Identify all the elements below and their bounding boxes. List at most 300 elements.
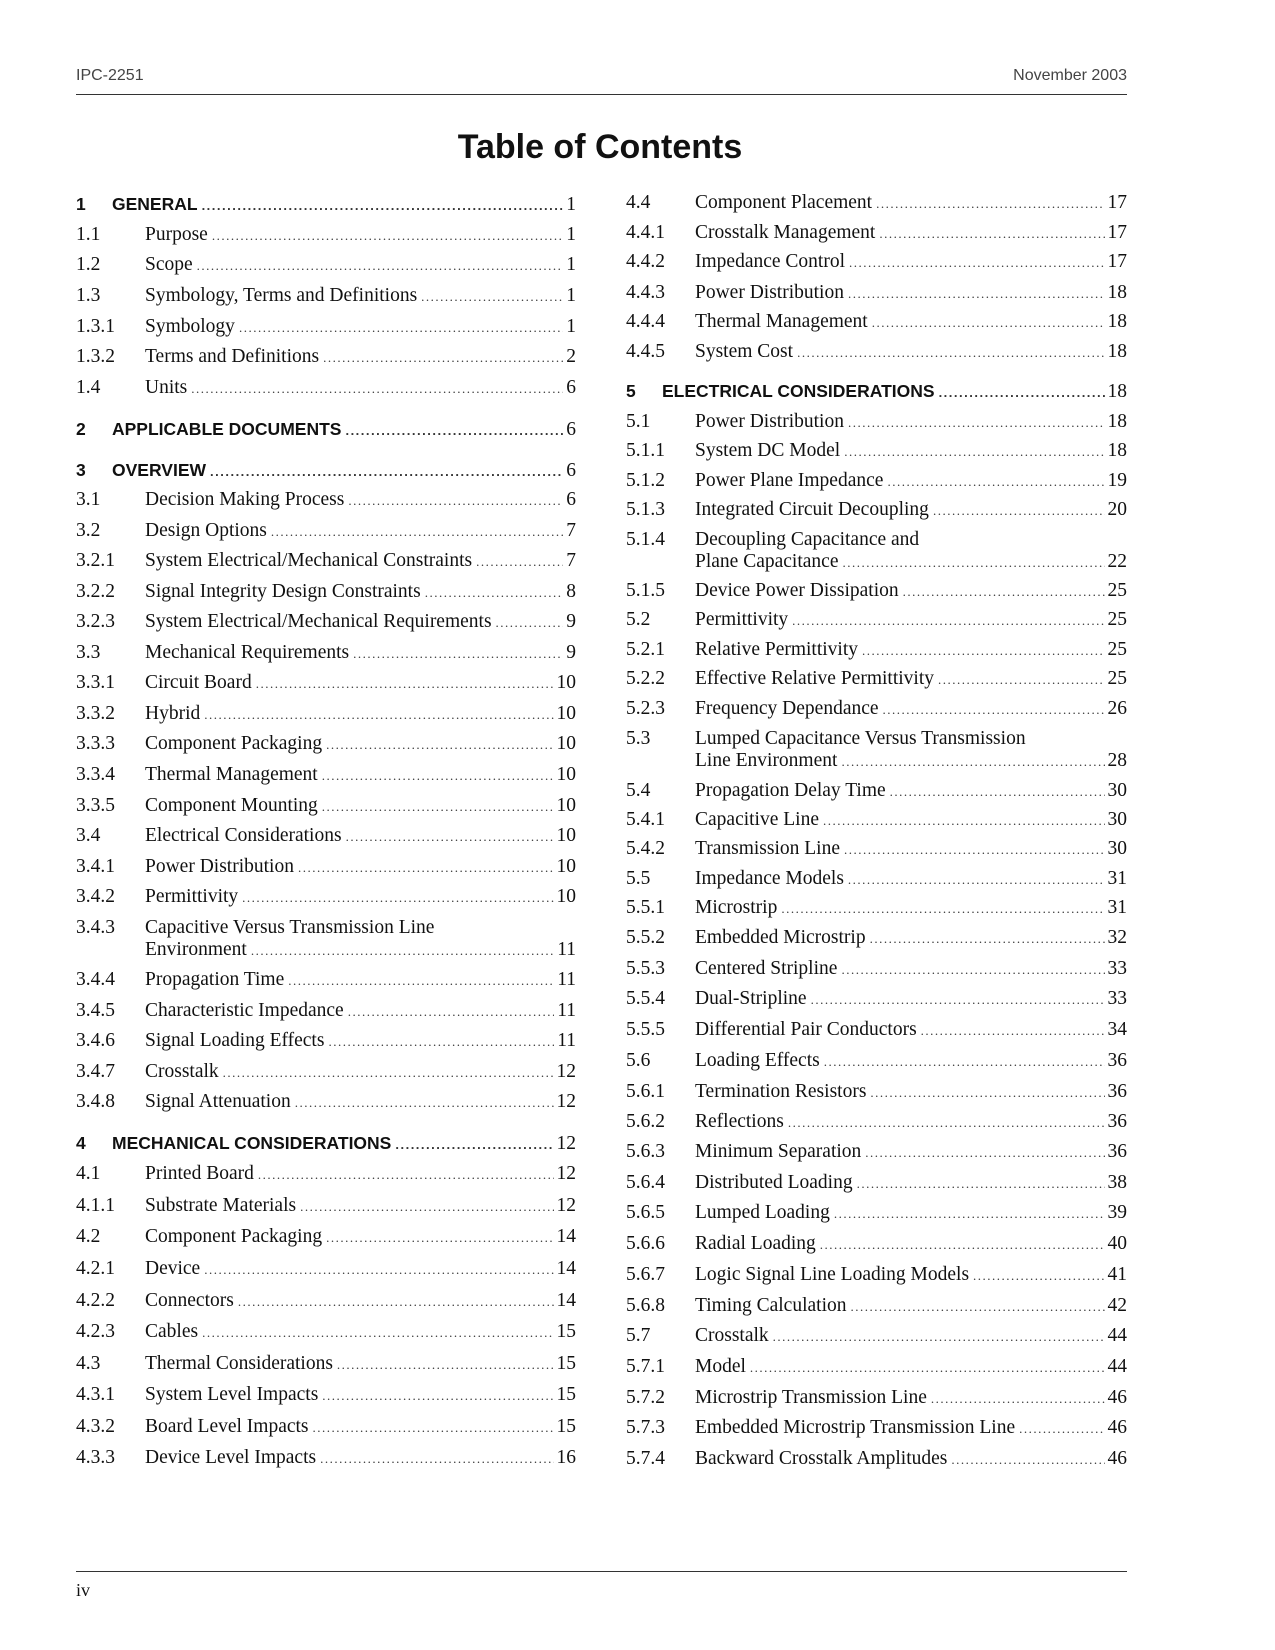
- dot-leader: [353, 643, 563, 665]
- toc-entry-number: 3.3.5: [76, 795, 115, 816]
- toc-entry-page: 1: [566, 316, 576, 337]
- dot-leader: [951, 1449, 1104, 1471]
- dot-leader: [890, 781, 1105, 803]
- toc-entry-title: Power Distribution: [145, 856, 294, 877]
- toc-entry-page: 15: [556, 1416, 576, 1437]
- toc-entry-page: 10: [556, 764, 576, 785]
- dot-leader: [848, 283, 1105, 305]
- dot-leader: [258, 1164, 554, 1186]
- toc-entry-page: 18: [1107, 341, 1127, 362]
- toc-entry-number: 5.7.2: [626, 1387, 665, 1408]
- toc-entry-page: 1: [566, 194, 576, 215]
- toc-entry-number: 4.3.3: [76, 1447, 115, 1468]
- toc-entry-title: Symbology: [145, 316, 235, 337]
- toc-entry-title-continued: Line Environment: [695, 750, 838, 771]
- dot-leader: [212, 225, 563, 247]
- toc-entry-title: Units: [145, 377, 188, 398]
- toc-entry-number: 3.2.1: [76, 550, 115, 571]
- dot-leader: [239, 317, 563, 339]
- toc-entry-title: Lumped Loading: [695, 1202, 830, 1223]
- toc-entry-title: Distributed Loading: [695, 1172, 853, 1193]
- toc-entry-title: Crosstalk Management: [695, 222, 876, 243]
- dot-leader: [870, 1082, 1104, 1104]
- dot-leader: [841, 959, 1104, 981]
- toc-entry-page: 25: [1107, 609, 1127, 630]
- toc-entry-number: 5.6.5: [626, 1202, 665, 1223]
- toc-entry-number: 3.4.1: [76, 856, 115, 877]
- dot-leader: [876, 193, 1104, 215]
- toc-entry-number: 4.4.2: [626, 251, 665, 272]
- toc-entry-number: 4.4: [626, 192, 651, 213]
- toc-entry-page: 36: [1107, 1141, 1127, 1162]
- toc-entry-number: 4.3: [76, 1353, 101, 1374]
- toc-entry-number: 5.6.1: [626, 1081, 665, 1102]
- dot-leader: [204, 704, 553, 726]
- toc-entry-number: 5.2: [626, 609, 651, 630]
- toc-entry-page: 30: [1107, 838, 1127, 859]
- toc-entry-page: 6: [566, 489, 576, 510]
- toc-entry-page: 32: [1107, 927, 1127, 948]
- toc-entry-title: Component Placement: [695, 192, 873, 213]
- toc-entry-page: 10: [556, 733, 576, 754]
- toc-entry-title: MECHANICAL CONSIDERATIONS: [112, 1133, 392, 1153]
- toc-entry-page: 12: [556, 1061, 576, 1082]
- dot-leader: [425, 582, 564, 604]
- toc-entry-page: 14: [556, 1226, 576, 1247]
- dot-leader: [328, 1031, 554, 1053]
- toc-entry-number: 5.6: [626, 1050, 651, 1071]
- toc-entry-page: 14: [556, 1290, 576, 1311]
- toc-entry-title: Board Level Impacts: [145, 1416, 309, 1437]
- toc-entry-title: Transmission Line: [695, 838, 841, 859]
- toc-entry-title: Hybrid: [145, 703, 201, 724]
- toc-entry-title: Permittivity: [145, 886, 239, 907]
- toc-entry-title: Purpose: [145, 224, 208, 245]
- dot-leader: [256, 673, 554, 695]
- toc-entry-page: 6: [566, 377, 576, 398]
- toc-entry-number: 3.4.6: [76, 1030, 115, 1051]
- toc-entry-number: 5.7.4: [626, 1448, 665, 1469]
- toc-entry-page: 17: [1107, 192, 1127, 213]
- dot-leader: [323, 347, 563, 369]
- dot-leader: [322, 765, 554, 787]
- dot-leader: [197, 255, 564, 277]
- toc-entry-number: 3.4.7: [76, 1061, 115, 1082]
- toc-entry-title: Impedance Control: [695, 251, 845, 272]
- dot-leader: [223, 1062, 554, 1084]
- dot-leader: [348, 490, 563, 512]
- toc-entry-number: 5.2.2: [626, 668, 665, 689]
- toc-entry-page: 30: [1107, 780, 1127, 801]
- toc-entry-page: 17: [1107, 251, 1127, 272]
- toc-entry-number: 5.4.2: [626, 838, 665, 859]
- toc-entry-title: Component Packaging: [145, 1226, 323, 1247]
- toc-entry-page: 31: [1107, 868, 1127, 889]
- dot-leader: [879, 223, 1104, 245]
- toc-entry-page: 26: [1107, 698, 1127, 719]
- toc-entry-page: 10: [556, 795, 576, 816]
- toc-entry-number: 5: [626, 381, 636, 401]
- toc-entry-number: 4.2.2: [76, 1290, 115, 1311]
- toc-entry-page: 44: [1107, 1356, 1127, 1377]
- toc-entry-title: Symbology, Terms and Definitions: [145, 285, 418, 306]
- toc-entry-number: 3.2: [76, 520, 101, 541]
- toc-entry-page: 2: [566, 346, 576, 367]
- toc-entry-number: 5.1.4: [626, 529, 665, 550]
- toc-entry-title: Crosstalk: [145, 1061, 219, 1082]
- footer-page-number: iv: [76, 1580, 91, 1600]
- dot-leader: [820, 1234, 1105, 1256]
- toc-entry-page: 41: [1107, 1264, 1127, 1285]
- dot-leader: [298, 857, 554, 879]
- toc-entry-title: Microstrip Transmission Line: [695, 1387, 927, 1408]
- toc-entry-number: 5.1.5: [626, 580, 665, 601]
- toc-entry-number: 5.2.1: [626, 639, 665, 660]
- dot-leader: [191, 378, 563, 400]
- page-title: Table of Contents: [457, 128, 743, 166]
- toc-entry-number: 4.1.1: [76, 1195, 115, 1216]
- toc-entry-page: 40: [1107, 1233, 1127, 1254]
- toc-entry-number: 4: [76, 1133, 86, 1153]
- toc-entry-page: 18: [1107, 440, 1127, 461]
- toc-entry-number: 4.4.4: [626, 311, 665, 332]
- toc-entry-number: 1.1: [76, 224, 101, 245]
- toc-entry-page: 38: [1107, 1172, 1127, 1193]
- toc-entry-title: Backward Crosstalk Amplitudes: [695, 1448, 948, 1469]
- toc-entry-page: 30: [1107, 809, 1127, 830]
- toc-entry-number: 5.5.3: [626, 958, 665, 979]
- dot-leader: [202, 1322, 553, 1344]
- toc-entry-title: Signal Integrity Design Constraints: [145, 581, 421, 602]
- toc-entry-title: Power Distribution: [695, 282, 844, 303]
- toc-entry-title: Power Distribution: [695, 411, 844, 432]
- toc-entry-page: 9: [566, 611, 576, 632]
- toc-entry-page: 10: [556, 703, 576, 724]
- dot-leader: [476, 551, 563, 573]
- dot-leader: [848, 869, 1105, 891]
- dot-leader: [348, 1001, 555, 1023]
- toc-entry-number: 1: [76, 194, 86, 214]
- toc-entry-title: Relative Permittivity: [695, 639, 859, 660]
- toc-entry-number: 5.6.8: [626, 1295, 665, 1316]
- toc-entry-number: 3.3: [76, 642, 101, 663]
- toc-entry-title: Decision Making Process: [145, 489, 345, 510]
- dot-leader: [865, 1142, 1104, 1164]
- toc-entry-title: Capacitive Line: [695, 809, 819, 830]
- toc-entry-page: 15: [556, 1353, 576, 1374]
- dot-leader: [210, 461, 563, 483]
- toc-entry-page: 15: [556, 1321, 576, 1342]
- toc-entry-page: 10: [556, 856, 576, 877]
- toc-entry-title: Timing Calculation: [695, 1295, 847, 1316]
- toc-entry-number: 3: [76, 460, 86, 480]
- dot-leader: [288, 970, 554, 992]
- toc-entry-page: 34: [1107, 1019, 1127, 1040]
- toc-entry-title: APPLICABLE DOCUMENTS: [112, 419, 342, 439]
- toc-entry-number: 3.4: [76, 825, 101, 846]
- toc-entry-title: Reflections: [695, 1111, 784, 1132]
- toc-entry-page: 46: [1107, 1387, 1127, 1408]
- toc-entry-page: 44: [1107, 1325, 1127, 1346]
- toc-entry-number: 3.3.4: [76, 764, 115, 785]
- toc-entry-page: 11: [557, 1030, 576, 1051]
- toc-entry-title: System Electrical/Mechanical Constraints: [145, 550, 473, 571]
- toc-entry-title: Differential Pair Conductors: [695, 1019, 917, 1040]
- toc-entry-page: 18: [1107, 381, 1127, 402]
- toc-entry-title: OVERVIEW: [112, 460, 207, 480]
- dot-leader: [496, 612, 564, 634]
- toc-entry-title: Electrical Considerations: [145, 825, 342, 846]
- toc-entry-page: 7: [566, 550, 576, 571]
- toc-entry-title: Propagation Time: [145, 969, 285, 990]
- toc-entry-title: Impedance Models: [695, 868, 844, 889]
- toc-entry-title: Dual-Stripline: [695, 988, 807, 1009]
- toc-entry-title: Logic Signal Line Loading Models: [695, 1264, 970, 1285]
- dot-leader: [824, 1051, 1105, 1073]
- toc-entry-page: 36: [1107, 1111, 1127, 1132]
- toc-entry-title: Scope: [145, 254, 193, 275]
- toc-entry-title: Integrated Circuit Decoupling: [695, 499, 929, 520]
- dot-leader: [1019, 1418, 1104, 1440]
- dot-leader: [788, 1112, 1105, 1134]
- dot-leader: [345, 420, 563, 442]
- toc-entry-title: Effective Relative Permittivity: [695, 668, 934, 689]
- toc-entry-title: Thermal Considerations: [145, 1353, 333, 1374]
- toc-entry-number: 5.6.7: [626, 1264, 665, 1285]
- toc-entry-number: 4.4.1: [626, 222, 665, 243]
- toc-entry-title: Microstrip: [695, 897, 778, 918]
- toc-entry-title: Design Options: [145, 520, 267, 541]
- toc-entry-page: 12: [556, 1133, 576, 1154]
- dot-leader: [797, 342, 1104, 364]
- toc-entry-number: 5.6.2: [626, 1111, 665, 1132]
- toc-entry-title: System Cost: [695, 341, 794, 362]
- toc-entry-title: Substrate Materials: [145, 1195, 297, 1216]
- header-date: November 2003: [1013, 67, 1127, 84]
- toc-entry-page: 25: [1107, 668, 1127, 689]
- toc-entry-number: 4.3.1: [76, 1384, 115, 1405]
- toc-entry-title: System DC Model: [695, 440, 841, 461]
- toc-entry-title: Power Plane Impedance: [695, 470, 884, 491]
- toc-entry-page: 36: [1107, 1050, 1127, 1071]
- dot-leader: [849, 252, 1105, 274]
- toc-entry-number: 3.1: [76, 489, 101, 510]
- toc-entry-number: 3.3.1: [76, 672, 115, 693]
- dot-leader: [750, 1357, 1105, 1379]
- dot-leader: [202, 195, 564, 217]
- dot-leader: [346, 826, 554, 848]
- toc-entry-title-continued: Environment: [145, 939, 247, 960]
- toc-entry-page: 9: [566, 642, 576, 663]
- toc-entry-title-continued: Plane Capacitance: [695, 551, 839, 572]
- header-doc-id: IPC-2251: [76, 67, 144, 84]
- toc-entry-number: 5.4.1: [626, 809, 665, 830]
- running-footer: [76, 1571, 1127, 1600]
- toc-entry-title: Propagation Delay Time: [695, 780, 886, 801]
- dot-leader: [242, 887, 553, 909]
- toc-entry-page: 28: [1107, 750, 1127, 771]
- toc-entry-title: Permittivity: [695, 609, 789, 630]
- toc-entry-title: Termination Resistors: [695, 1081, 867, 1102]
- dot-leader: [811, 989, 1105, 1011]
- toc-entry-title: Minimum Separation: [695, 1141, 862, 1162]
- dot-leader: [773, 1326, 1105, 1348]
- dot-leader: [238, 1291, 554, 1313]
- toc-entry-number: 5.7: [626, 1325, 651, 1346]
- dot-leader: [320, 1448, 553, 1470]
- toc-entry-page: 46: [1107, 1448, 1127, 1469]
- toc-entry-number: 3.2.2: [76, 581, 115, 602]
- toc-entry-page: 10: [556, 825, 576, 846]
- toc-entry-page: 6: [566, 460, 576, 481]
- dot-leader: [883, 699, 1105, 721]
- dot-leader: [903, 581, 1105, 603]
- dot-leader: [857, 1173, 1105, 1195]
- toc-entry-number: 3.3.2: [76, 703, 115, 724]
- toc-entry-page: 31: [1107, 897, 1127, 918]
- toc-entry-number: 4.2.1: [76, 1258, 115, 1279]
- toc-entry-title: Model: [695, 1356, 746, 1377]
- toc-entry-page: 8: [566, 581, 576, 602]
- dot-leader: [851, 1296, 1105, 1318]
- toc-entry-title: Device Power Dissipation: [695, 580, 899, 601]
- toc-entry-number: 3.4.4: [76, 969, 115, 990]
- toc-entry-number: 2: [76, 419, 86, 439]
- dot-leader: [792, 610, 1104, 632]
- toc-entry-page: 14: [556, 1258, 576, 1279]
- toc-entry-page: 25: [1107, 639, 1127, 660]
- toc-entry-number: 4.4.3: [626, 282, 665, 303]
- dot-leader: [251, 940, 554, 962]
- toc-entry-title: Device: [145, 1258, 201, 1279]
- dot-leader: [848, 412, 1105, 434]
- toc-entry-number: 3.2.3: [76, 611, 115, 632]
- dot-leader: [887, 471, 1104, 493]
- dot-leader: [834, 1203, 1105, 1225]
- dot-leader: [841, 751, 1104, 773]
- toc-entry-title: Embedded Microstrip: [695, 927, 866, 948]
- toc-entry-number: 5.1: [626, 411, 651, 432]
- toc-entry-number: 3.4.5: [76, 1000, 115, 1021]
- toc-entry-title: Capacitive Versus Transmission Line: [145, 917, 435, 938]
- toc-entry-number: 5.5.1: [626, 897, 665, 918]
- toc-entry-number: 1.3.2: [76, 346, 115, 367]
- toc-entry-title: Connectors: [145, 1290, 234, 1311]
- toc-entry-title: Cables: [145, 1321, 199, 1342]
- dot-leader: [322, 796, 554, 818]
- toc-entry-page: 18: [1107, 282, 1127, 303]
- toc-entry-title: Component Mounting: [145, 795, 318, 816]
- toc-entry-page: 36: [1107, 1081, 1127, 1102]
- toc-entry-number: 5.1.3: [626, 499, 665, 520]
- toc-entry-title: Frequency Dependance: [695, 698, 879, 719]
- toc-entry-page: 15: [556, 1384, 576, 1405]
- toc-entry-number: 5.6.4: [626, 1172, 665, 1193]
- toc-entry-page: 7: [566, 520, 576, 541]
- toc-entry-title: Terms and Definitions: [145, 346, 320, 367]
- dot-leader: [204, 1259, 553, 1281]
- toc-entry-title: Loading Effects: [695, 1050, 820, 1071]
- toc-entry-title: Circuit Board: [145, 672, 252, 693]
- toc-entry-page: 33: [1107, 958, 1127, 979]
- toc-entry-title: Decoupling Capacitance and: [695, 529, 920, 550]
- toc-entry-number: 5.7.3: [626, 1417, 665, 1438]
- toc-entry-page: 11: [557, 1000, 576, 1021]
- toc-entry-page: 12: [556, 1163, 576, 1184]
- toc-entry-page: 18: [1107, 411, 1127, 432]
- dot-leader: [921, 1020, 1105, 1042]
- toc-entry-page: 17: [1107, 222, 1127, 243]
- toc-entry-page: 16: [556, 1447, 576, 1468]
- toc-entry-title: Signal Attenuation: [145, 1091, 291, 1112]
- toc-entry-number: 3.4.8: [76, 1091, 115, 1112]
- toc-entry-page: 18: [1107, 311, 1127, 332]
- dot-leader: [300, 1196, 553, 1218]
- dot-leader: [842, 552, 1104, 574]
- toc-entry-title: Printed Board: [145, 1163, 254, 1184]
- toc-entry-number: 1.4: [76, 377, 101, 398]
- dot-leader: [844, 839, 1104, 861]
- toc-entry-title: Characteristic Impedance: [145, 1000, 344, 1021]
- toc-entry-title: Centered Stripline: [695, 958, 838, 979]
- toc-entry-title: Device Level Impacts: [145, 1447, 317, 1468]
- toc-entry-page: 22: [1107, 551, 1127, 572]
- toc-entry-number: 3.3.3: [76, 733, 115, 754]
- dot-leader: [844, 441, 1104, 463]
- toc-entry-number: 4.2: [76, 1226, 101, 1247]
- toc-entry-page: 12: [556, 1091, 576, 1112]
- dot-leader: [862, 640, 1104, 662]
- dot-leader: [313, 1417, 554, 1439]
- dot-leader: [933, 500, 1105, 522]
- toc-entry-title: Embedded Microstrip Transmission Line: [695, 1417, 1016, 1438]
- toc-entry-page: 1: [566, 285, 576, 306]
- toc-entry-number: 5.4: [626, 780, 651, 801]
- toc-entry-number: 5.6.6: [626, 1233, 665, 1254]
- toc-entry-title: Thermal Management: [145, 764, 318, 785]
- toc-entry-number: 5.1.2: [626, 470, 665, 491]
- toc-entry-number: 5.5: [626, 868, 651, 889]
- dot-leader: [931, 1388, 1105, 1410]
- toc-entry-number: 5.5.2: [626, 927, 665, 948]
- toc-entry-number: 3.4.2: [76, 886, 115, 907]
- toc-entry-number: 4.3.2: [76, 1416, 115, 1437]
- toc-entry-page: 1: [566, 254, 576, 275]
- toc-entry-number: 1.3: [76, 285, 101, 306]
- toc-entry-number: 4.1: [76, 1163, 101, 1184]
- toc-entry-number: 5.3: [626, 728, 651, 749]
- toc-entry-title: System Level Impacts: [145, 1384, 319, 1405]
- toc-entry-number: 5.2.3: [626, 698, 665, 719]
- toc-entry-page: 10: [556, 672, 576, 693]
- toc-entry-page: 20: [1107, 499, 1127, 520]
- toc-entry-number: 5.1.1: [626, 440, 665, 461]
- dot-leader: [823, 810, 1105, 832]
- toc-entry-title: Crosstalk: [695, 1325, 769, 1346]
- toc-entry-page: 39: [1107, 1202, 1127, 1223]
- toc-entry-number: 5.6.3: [626, 1141, 665, 1162]
- dot-leader: [326, 1227, 553, 1249]
- toc-entry-title: Mechanical Requirements: [145, 642, 350, 663]
- toc-entry-number: 1.3.1: [76, 316, 115, 337]
- toc-entry-number: 4.2.3: [76, 1321, 115, 1342]
- toc-entry-title: Lumped Capacitance Versus Transmission: [695, 728, 1026, 749]
- dot-leader: [295, 1092, 554, 1114]
- toc-entry-page: 46: [1107, 1417, 1127, 1438]
- toc-entry-page: 1: [566, 224, 576, 245]
- toc-entry-page: 42: [1107, 1295, 1127, 1316]
- toc-entry-title: System Electrical/Mechanical Requirements: [145, 611, 492, 632]
